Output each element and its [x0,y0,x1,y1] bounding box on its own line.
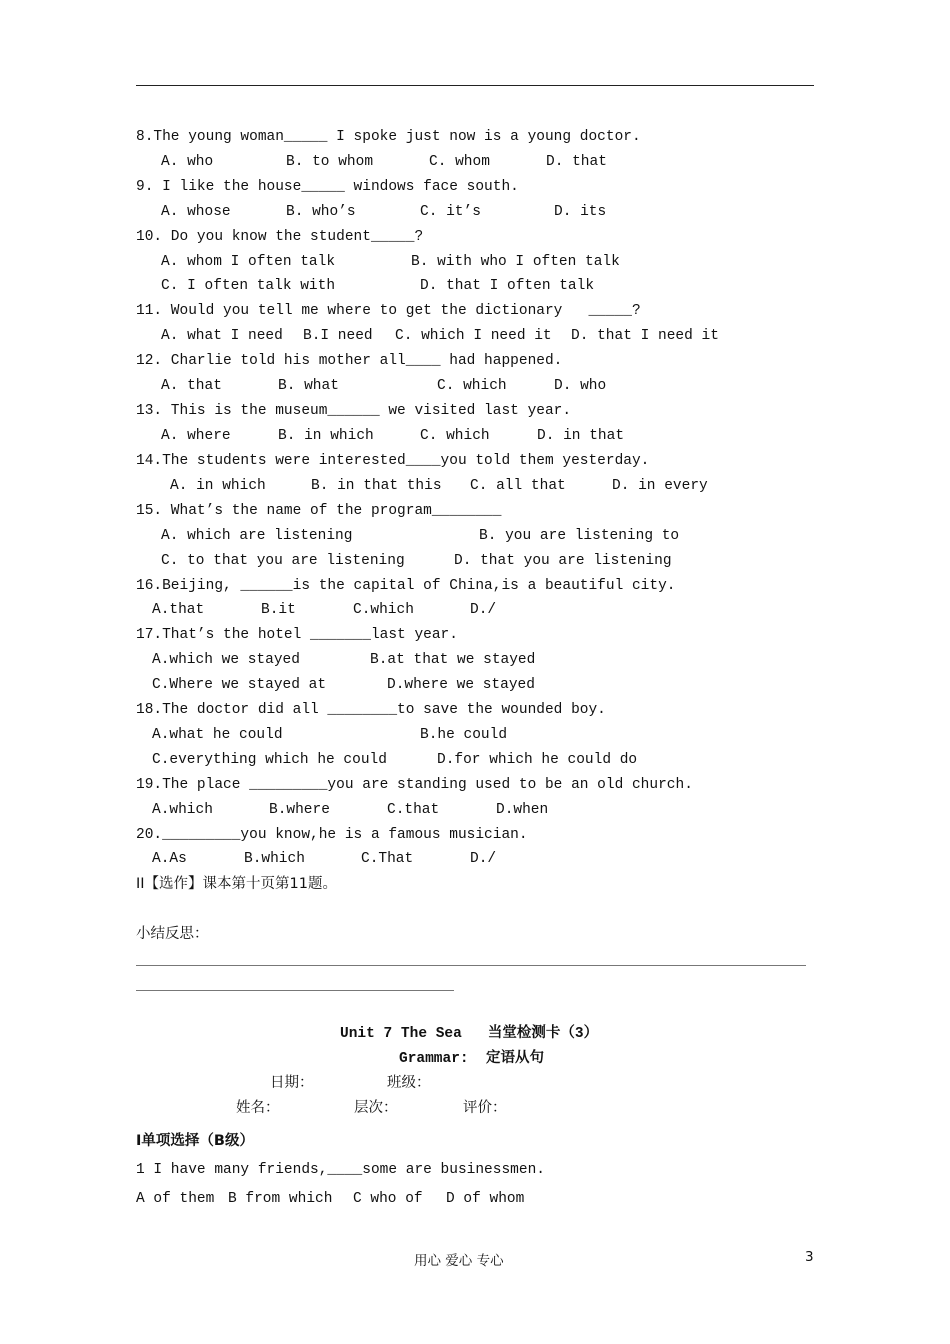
option-19b: B.where [269,802,330,818]
option-13a: A. where [161,428,231,444]
option-9a: A. whose [161,204,231,220]
option-8a: A. who [161,154,214,170]
question-8: 8.The young woman_____ I spoke just now is a young doctor. [136,129,641,145]
option-17d: D.where we stayed [387,677,535,693]
option-20d: D./ [470,851,497,867]
option-11c: C. which I need it [395,328,552,344]
option-8c: C. whom [429,154,490,170]
option-14b: B. in that this [311,478,442,494]
option-14a: A. in which [170,478,266,494]
question-15: 15. What’s the name of the program________ [136,503,502,519]
option-11a: A. what I need [161,328,283,344]
question-20: 20._________you know,he is a famous musician. [136,827,528,843]
level-label: 层次： [354,1100,398,1116]
question-14: 14.The students were interested____you told them yesterday. [136,453,650,469]
option-16a: A.that [152,602,205,618]
option-17c: C.Where we stayed at [152,677,327,693]
writing-line [136,990,454,991]
option-16c: C.which [353,602,414,618]
question-16: 16.Beijing, ______is the capital of China,is a beautiful city. [136,578,676,594]
option-14d: D. in every [612,478,708,494]
question-13: 13. This is the museum______ we visited last year. [136,403,572,419]
option-18d: D.for which he could do [437,752,638,768]
option-19d: D.when [496,802,549,818]
option-18b: B.he could [420,727,508,743]
question-11: 11. Would you tell me where to get the dictionary _____? [136,303,641,319]
question-19: 19.The place _________you are standing used to be an old church. [136,777,693,793]
section-option-1b: B from which [228,1191,333,1207]
section-heading: I单项选择（B级） [136,1133,254,1149]
option-16b: B.it [261,602,296,618]
option-8d: D. that [546,154,607,170]
option-13b: B. in which [278,428,374,444]
option-15c: C. to that you are listening [161,553,405,569]
evaluation-label: 评价： [463,1100,507,1116]
option-10b: B. with who I often talk [411,254,620,270]
option-10d: D. that I often talk [420,278,595,294]
option-15b: B. you are listening to [479,528,680,544]
section-option-1d: D of whom [446,1191,525,1207]
section-question-1: 1 I have many friends,____some are businessmen. [136,1162,545,1178]
option-9b: B. who’s [286,204,356,220]
option-10c: C. I often talk with [161,278,336,294]
question-12: 12. Charlie told his mother all____ had happened. [136,353,563,369]
option-15d: D. that you are listening [454,553,672,569]
option-11d: D. that I need it [571,328,719,344]
option-9d: D. its [554,204,607,220]
optional-task: II【选作】课本第十页第11题。 [136,876,338,892]
option-12a: A. that [161,378,222,394]
writing-line [136,965,806,966]
option-17b: B.at that we stayed [370,652,536,668]
option-12c: C. which [437,378,507,394]
option-19c: C.that [387,802,440,818]
section-option-1c: C who of [353,1191,423,1207]
question-18: 18.The doctor did all ________to save the wounded boy. [136,702,606,718]
card-title: Unit 7 The Sea 当堂检测卡（3） [340,1026,599,1042]
option-15a: A. which are listening [161,528,353,544]
option-20c: C.That [361,851,414,867]
option-16d: D./ [470,602,497,618]
option-12b: B. what [278,378,339,394]
summary-label: 小结反思： [136,926,209,942]
option-9c: C. it’s [420,204,481,220]
option-12d: D. who [554,378,607,394]
class-label: 班级： [387,1075,431,1091]
page-number: 3 [805,1249,814,1265]
option-14c: C. all that [470,478,566,494]
option-18a: A.what he could [152,727,283,743]
option-13d: D. in that [537,428,625,444]
option-20b: B.which [244,851,305,867]
option-17a: A.which we stayed [152,652,300,668]
option-11b: B.I need [303,328,373,344]
name-label: 姓名： [236,1100,280,1116]
option-13c: C. which [420,428,490,444]
question-9: 9. I like the house_____ windows face south. [136,179,519,195]
card-subtitle: Grammar: 定语从句 [399,1051,545,1067]
date-label: 日期： [270,1075,314,1091]
section-option-1a: A of them [136,1191,215,1207]
option-19a: A.which [152,802,213,818]
question-10: 10. Do you know the student_____? [136,229,424,245]
question-17: 17.That’s the hotel _______last year. [136,627,458,643]
option-10a: A. whom I often talk [161,254,336,270]
header-rule [136,85,814,86]
option-18c: C.everything which he could [152,752,387,768]
footer-motto: 用心 爱心 专心 [414,1253,504,1269]
option-8b: B. to whom [286,154,374,170]
option-20a: A.As [152,851,187,867]
